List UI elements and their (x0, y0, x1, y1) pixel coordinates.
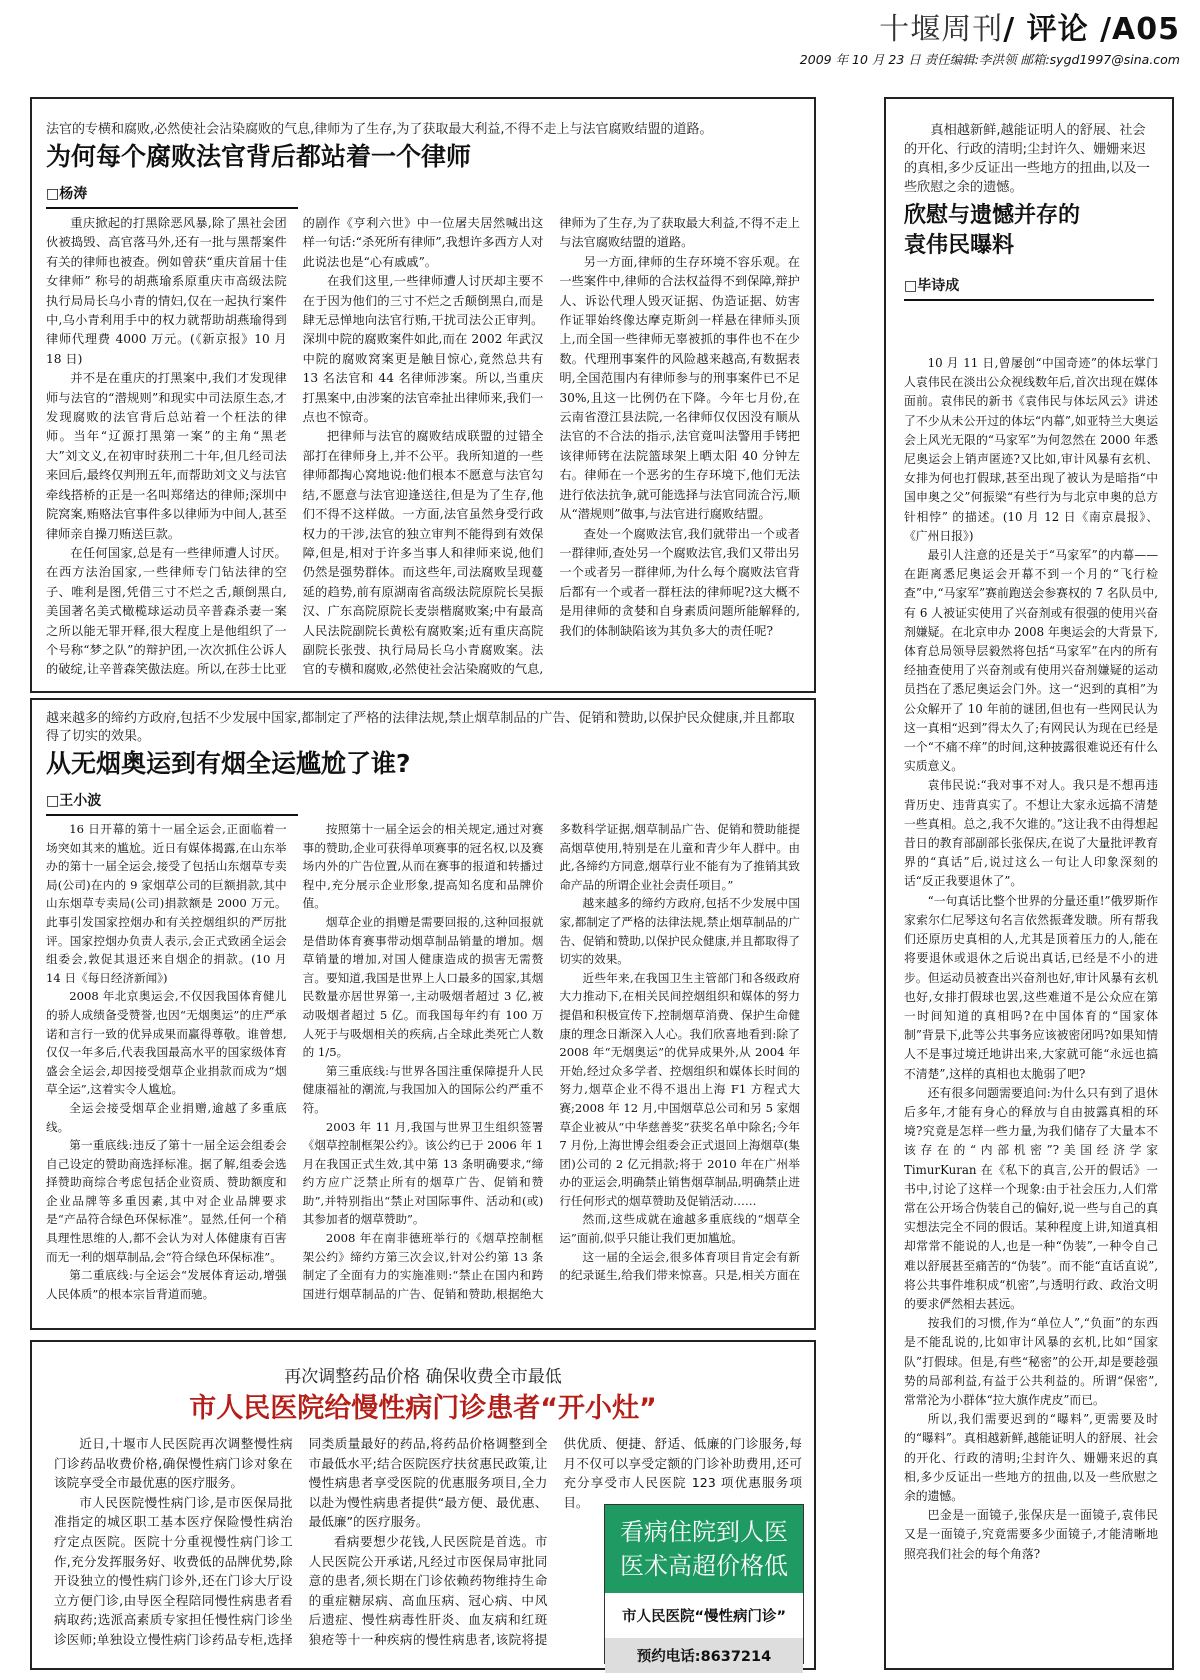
paragraph: 10 月 11 日,曾屡创“中国奇迹”的体坛掌门人袁伟民在淡出公众视线数年后,首次出现在媒体面前。袁伟民的新书《袁伟民与体坛风云》讲述了不少从未公开过的体坛“内幕”,如亚特兰大奥运会上风光无限的“马家军”为何忽然在 2000 年悉尼奥运会上销声匿迹?又比如,审计风暴有玄机、女排为何也打假球,甚至出现了被认为是暗指“中国申奥之父”何振梁“有些行为与北京申奥的总方针相悖” 的描述。(10 月 12 日《南京晨报》、《广州日报》) (904, 356, 1158, 543)
paragraph: 16 日开幕的第十一届全运会,正面临着一场突如其来的尴尬。近日有媒体揭露,在山东举办的第十一届全运会,接受了包括山东烟草专卖局(公司)在内的 9 家烟草公司的巨额捐款,其中山东烟草专卖局(公司)捐款额是 2000 万元。此事引发国家控烟办和有关控烟组织的严厉批评。国家控烟办负责人表示,会正式致函全运会组委会,敦促其退还来自烟企的捐款。(10 月 14 日《每日经济新闻》) (46, 822, 287, 985)
article-headline: 从无烟奥运到有烟全运尴尬了谁? (46, 749, 411, 778)
article-body (904, 354, 1158, 1659)
article-hospital (30, 1340, 816, 1670)
paper-title (800, 4, 1180, 48)
paragraph: 在任何国家,总是有一些律师遭人讨厌。在西方法治国家,一些律师专门钻法律的空子、唯利是图,凭借三寸不烂之舌,颠倒黑白,美国著名美式橄榄球运动员辛普森杀妻一案之所以能无罪开释,很大程度上是他组织了一个号称“梦之队”的辩护团,一次次抓住公诉人的破绽,让辛普森笑傲法庭。所以,在莎士比亚的剧作《亨利六世》中一位屠夫居然喊出这样一句话:“杀死所有律师”,我想许多西方人对此说法也是“心有戚戚”。 (46, 216, 544, 677)
dateline: 2009 年 10 月 23 日 责任编辑:李洪领 邮箱:sygd1997@sina.com (799, 52, 1180, 67)
paragraph: 这一届的全运会,很多体育项目肯定会有新的纪录诞生,给我们带来惊喜。只是,相关方面在 (559, 1249, 800, 1283)
article-deck: 法官的专横和腐败,必然使社会沾染腐败的气息,律师为了生存,为了获取最大利益,不得不走上与法官腐败结盟的道路。 (46, 122, 713, 137)
paragraph: 市人民医院慢性病门诊,是市医保局批准指定的城区职工基本医疗保险慢性病治疗定点医院。医院十分重视慢性病门诊工作,充分发挥服务好、收费低的品牌优势,除开设独立的慢性病门诊外,还在门诊大厅设立方便门诊,由导医全程陪同慢性病患者看病取药;选派高素质专家担任慢性病门诊坐诊医师;单独设立慢性病门诊药品专柜,选择同类质量最好的药品,将药品价格调整到全市最低水平;结合医院医疗扶贫惠民政策,让慢性病患者享受医院的优惠服务项目,全力以赴为慢性病患者提供“最方便、最优惠、最低廉”的医疗服务。 (54, 1436, 548, 1647)
masthead (800, 4, 1180, 68)
paragraph: 查处一个腐败法官,我们就带出一个或者一群律师,查处另一个腐败法官,我们又带出另一个或者另一群律师,为什么每个腐败法官背后都有一个或者一群枉法的律师呢?这大概不是用律师的贪婪和自身素质问题所能解释的,我们的体制缺陷该为其负多大的责任呢? (559, 526, 800, 638)
paragraph: 另一方面,律师的生存环境不容乐观。在一些案件中,律师的合法权益得不到保障,辩护人、诉讼代理人毁灭证据、伪造证据、妨害作证罪始终像达摩克斯剑一样悬在律师头顶上,而全国一些律师无辜被抓的事件也不在少数。代理刑事案件的风险越来越高,有数据表明,全国范围内有律师参与的刑事案件已不足 30%,且这一比例仍在下降。今年七月份,在云南省澄江县法院,一名律师仅仅因没有顺从法官的不合法的指示,法官竟叫法警用手铐把该律师铐在法院篮球架上晒太阳 40 分钟左右。律师在一个恶劣的生存环境下,他们无法进行依法抗争,就可能选择与法官同流合污,顺从“潜规则”做事,与法官进行腐败结盟。 (559, 254, 800, 522)
paragraph: 在我们这里,一些律师遭人讨厌却主要不在于因为他们的三寸不烂之舌颠倒黑白,而是肆无忌惮地向法官行贿,干扰司法公正审判。深圳中院的腐败案件如此,而在 2002 年武汉中院的腐败窝案更是触目惊心,竟然总共有 13 名法官和 44 名律师涉案。所以,当重庆打黑案中,由涉案的法官牵扯出律师来,我们一点也不惊奇。 (302, 274, 544, 425)
paragraph: 近日,十堰市人民医院再次调整慢性病门诊药品收费价格,确保慢性病门诊对象在该院享受全市最优惠的医疗服务。 (54, 1436, 293, 1491)
paragraph: 看病要想少花钱,人民医院是首选。市人民医院公开承诺,凡经过市医保局审批同意的患者,须长期在门诊依赖药物维持生命的重症糖尿病、高血压病、冠心病、中风后遗症、慢性病毒性肝炎、血友病和红斑狼疮等十一种疾病的慢性病患者,该院将提供优质、便捷、舒适、低廉的门诊服务,每月不仅可以享受定额的门诊补助费用,还可充分享受市人民医院 123 项优惠服务项目。 (308, 1436, 802, 1647)
article-body (46, 214, 800, 684)
hospital-ad (604, 1504, 804, 1664)
article-headline: 为何每个腐败法官背后都站着一个律师 (46, 142, 472, 171)
paragraph: “一句真话比整个世界的分量还重!”俄罗斯作家索尔仁尼琴这句名言依然振聋发聩。所有帮我们还原历史真相的人,尤其是顶着压力的人,能在将要退休或退休之后说出真话,已经是不小的进步。但运动员被查出兴奋剂也好,审计风暴有玄机也好,女排打假球也罢,这些难道不是公众应在第一时间知道的真相吗?在中国体育的“国家体制”背景下,此等公共事务应该被密闭吗?如果知情人不是事过境迁地讲出来,大家就可能“永远也搞不清楚”,这样的真相也太脆弱了吧? (904, 893, 1158, 1081)
paragraph: 2003 年 11 月,我国与世界卫生组织签署《烟草控制框架公约》。该公约已于 2006 年 1 月在我国正式生效,其中第 13 条明确要求,“缔约方应广泛禁止所有的烟草广告、促销和赞助”,并特别指出“禁止对国际事件、活动和(或)其参加者的烟草赞助”。 (302, 1119, 544, 1227)
headline-line: 袁伟民曝料 (904, 233, 1015, 258)
ad-department: 市人民医院“慢性病门诊” (621, 1609, 787, 1625)
article-deck: 越来越多的缔约方政府,包括不少发展中国家,都制定了严格的法律法规,禁止烟草制品的广告、促销和赞助,以保护民众健康,并且都取得了切实的效果。 (46, 711, 795, 744)
paragraph: 所以,我们需要迟到的“曝料”,更需要及时的“曝料”。真相越新鲜,越能证明人的舒展、社会的开化、行政的清明;尘封许久、姗姗来迟的真相,多少反证出一些地方的扭曲,以及一些欣慰之余的遗憾。 (904, 1412, 1158, 1503)
paragraph: 还有很多问题需要追问:为什么只有到了退休后多年,才能有身心的释放与自由披露真相的环境?究竟是怎样一些力量,为我们储存了大量本不该存在的“内部机密”?美国经济学家 TimurKuran 在《私下的真言,公开的假话》一书中,讨论了这样一个现象:由于社会压力,人们常常在公开场合伪装自己的偏好,说一些与自己的真实想法完全不同的假话。某种程度上讲,知道真相却常常不能说的人,也是一种“伪装”,一种令自己难以舒展甚至痛苦的“伪装”。而不能“直话直说”,将公共事件堆积成“机密”,与透明行政、政治文明的要求俨然相去甚远。 (904, 1085, 1158, 1311)
ad-slogan-line: 看病住院到人医 (620, 1518, 788, 1546)
article-byline: □王小波 (46, 790, 298, 816)
ad-phone: 预约电话:8637214 (605, 1638, 803, 1673)
paragraph: 全运会接受烟草企业捐赠,逾越了多重底线。 (46, 1100, 287, 1134)
paragraph: 巴金是一面镜子,张保庆是一面镜子,袁伟民又是一面镜子,究竟需要多少面镜子,才能清晰地照亮我们社会的每个角落? (904, 1508, 1158, 1561)
paragraph: 然而,这些成就在逾越多重底线的“烟草全运”面前,似乎只能让我们更加尴尬。 (559, 1212, 800, 1246)
paragraph: 2008 年北京奥运会,不仅因我国体育健儿的骄人成绩备受赞誉,也因“无烟奥运”的庄严承诺和言行一致的优异成果而赢得尊敬。谁曾想,仅仅一年多后,代表我国最高水平的国家级体育盛会全运会,却因接受烟草企业捐款而成为“烟草全运”,这着实令人尴尬。 (46, 989, 287, 1097)
paragraph: 越来越多的缔约方政府,包括不少发展中国家,都制定了严格的法律法规,禁止烟草制品的广告、促销和赞助,以保护民众健康,并且都取得了切实的效果。 (559, 896, 800, 967)
article-body (46, 820, 800, 1320)
paragraph: 袁伟民说:“我对事不对人。我只是不想再违背历史、违背真实了。不想让大家永远搞不清楚一些真相。总之,我不欠谁的。”这让我不由得想起昔日的教育部副部长张保庆,在说了大量批评教育界的“真话”后,说过这么一句让人印象深刻的话“反正我要退休了”。 (904, 778, 1158, 889)
paragraph: 2008 年在南非德班举行的《烟草控制框架公约》缔约方第三次会议,针对公约第 13 条制定了全面有力的实施准则:“禁止在国内和跨国进行烟草制品的广告、促销和赞助,根据绝大多数科学证据,烟草制品广告、促销和赞助能提高烟草使用,特别是在儿童和青少年人群中。由此,各缔约方同意,烟草行业不能有为了推销其致命产品的所谓企业社会责任项目。” (302, 822, 800, 1301)
article-subtitle: 再次调整药品价格 确保收费全市最低 (284, 1367, 562, 1387)
article-headline (904, 201, 1158, 261)
article-lawyer-corruption (30, 97, 816, 693)
paper-name: 十堰周刊 (879, 12, 1004, 47)
article-smoke-free-games (30, 698, 816, 1330)
ad-slogan (605, 1505, 803, 1593)
section-label: / 评论 /A05 (1003, 12, 1180, 47)
ad-slogan-line: 医术高超价格低 (620, 1552, 788, 1580)
headline-line: 欣慰与遗憾并存的 (904, 203, 1081, 228)
paragraph: 重庆掀起的打黑除恶风暴,除了黑社会团伙被捣毁、高官落马外,还有一批与黑帮案件有关的律师也被查。例如曾获“重庆首届十佳女律师” 称号的胡燕瑜系原重庆市高级法院执行局局长乌小青的情妇,仅在一起执行案件中,乌小青利用手中的权力就帮助胡燕瑜得到律师代理费 4000 万元。(《新京报》10 月 18 日) (46, 216, 287, 366)
article-yuan-weimin (884, 97, 1174, 1670)
paragraph: 第二重底线:与全运会“发展体育运动,增强人民体质”的根本宗旨背道而驰。 (46, 1268, 287, 1301)
article-deck: 真相越新鲜,越能证明人的舒展、社会的开化、行政的清明;尘封许久、姗姗来迟的真相,多少反证出一些地方的扭曲,以及一些欣慰之余的遗憾。 (904, 123, 1150, 195)
paragraph: 按照第十一届全运会的相关规定,通过对赛事的赞助,企业可获得单项赛事的冠名权,以及赛场内外的广告位置,从而在赛事的报道和转播过程中,充分展示企业形象,提高知名度和品牌价值。 (302, 822, 544, 911)
paragraph: 第一重底线:违反了第十一届全运会组委会自己设定的赞助商选择标准。据了解,组委会选择赞助商综合考虑包括企业资质、赞助额度和企业品牌等多重因素,其中对企业品牌要求是“产品符合绿色环保标准”。显然,任何一个稍具理性思维的人,都不会认为对人体健康有百害而无一利的烟草制品,会“符合绿色环保标准”。 (46, 1138, 287, 1264)
paragraph: 并不是在重庆的打黑案中,我们才发现律师与法官的“潜规则”和现实中司法原生态,才发现腐败的法官背后总站着一个枉法的律师。当年“辽源打黑第一案”的主角“黑老大”刘文义,在初审时获刑二十年,但几经司法来回后,最终仅判刑五年,而帮助刘文义与法官牵线搭桥的正是一名叫郑绪达的律师;深圳中院窝案,贿赂法官事件多以律师为中间人,甚至律师亲自操刀贿送巨款。 (46, 371, 287, 541)
paragraph: 近些年来,在我国卫生主管部门和各级政府大力推动下,在相关民间控烟组织和媒体的努力提倡和积极宣传下,控制烟草消费、保护生命健康的理念日渐深入人心。我们欣喜地看到:除了 2008 年“无烟奥运”的优异成果外,从 2004 年开始,经过众多学者、控烟组织和媒体长时间的努力,烟草企业不得不退出上海 F1 方程式大赛;2008 年 12 月,中国烟草总公司和另 5 家烟草企业被从“中华慈善奖”获奖名单中除名;今年 7 月份,上海世博会组委会正式退回上海烟草(集团)公司的 2 亿元捐款;将于 2010 年在广州举办的亚运会,明确禁止销售烟草制品,明确禁止进行任何形式的烟草赞助及促销活动…… (559, 970, 800, 1208)
paragraph: 按我们的习惯,作为“单位人”,“负面”的东西是不能乱说的,比如审计风暴的玄机,比如“国家队”打假球。但是,有些“秘密”的公开,却是要趁强势的局部利益,有益于公共利益的。所谓“保密”,常常沦为小群体“拉大旗作虎皮”而已。 (904, 1316, 1158, 1407)
article-byline: □杨涛 (46, 183, 298, 209)
article-headline: 市人民医院给慢性病门诊患者“开小灶” (189, 1393, 657, 1424)
article-byline: □毕诗成 (904, 275, 1154, 301)
paragraph: 最引人注意的还是关于“马家军”的内幕——在距离悉尼奥运会开幕不到一个月的“飞行检查”中,“马家军”赛前跑送会参赛权的 7 名队员中,有 6 人被证实使用了兴奋剂或有很强的使用兴奋剂嫌疑。在北京申办 2008 年奥运会的大背景下,体育总局领导层毅然将包括“马家军”在内的所有经抽查使用了兴奋剂或有使用兴奋剂嫌疑的运动员挡在了悉尼奥运会门外。这一“迟到的真相”为公众解开了 10 年前的谜团,但也有一些网民认为这一真相“迟到”得太久了;有网民认为现在已经是一个“不痛不痒”的时间,这种披露很难说还有什么实质意义。 (904, 548, 1158, 774)
paragraph: 第三重底线:与世界各国注重保障提升人民健康福祉的潮流,与我国加入的国际公约严重不符。 (302, 1063, 544, 1115)
paragraph: 把律师与法官的腐败结成联盟的过错全部打在律师身上,并不公平。我所知道的一些律师都掏心窝地说:他们根本不愿意与法官勾结,不愿意与法官迎逢送往,但是为了生存,他们不得不这样做。一方面,法官虽然身受行政权力的干涉,法官的独立审判不能得到有效保障,但是,相对于许多当事人和律师来说,他们仍然是强势群体。而这些年,司法腐败呈现蔓延的趋势,前有原湖南省高级法院原院长吴振汉、广东高院原院长麦崇楷腐败案;中有最高人民法院副院长黄松有腐败案;近有重庆高院副院长张弢、执行局局长乌小青腐败案。法官的专横和腐败,必然使社会沾染腐败的气息,律师为了生存,为了获取最大利益,不得不走上与法官腐败结盟的道路。 (302, 216, 800, 677)
paragraph: 烟草企业的捐赠是需要回报的,这种回报就是借助体育赛事带动烟草制品销量的增加。烟草销量的增加,对国人健康造成的损害无需赘言。要知道,我国是世界上人口最多的国家,其烟民数量亦居世界第一,主动吸烟者超过 3 亿,被动吸烟者超过 5 亿。而我国每年约有 100 万人死于与吸烟相关的疾病,占全球此类死亡人数的 1/5。 (302, 914, 544, 1060)
